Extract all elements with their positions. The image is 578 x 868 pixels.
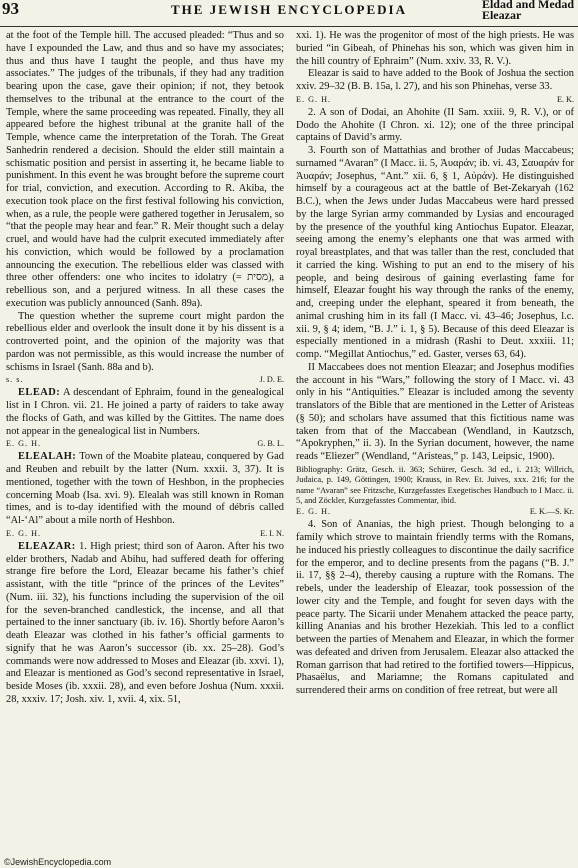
left-column xyxy=(6,30,284,854)
entry-elealah: ELEALAH: Town of the Moabite plateau, conquered by Gad and Reuben and rebuilt by the latter (Num. xxxii. 3, 37). It is mentioned, together with the town of Heshbon, in the prophecies concerning Moab (Isa. xvi. 9). Elealah was still known in Roman times, and is to-day identified with the mound of débris called “Al-‘Al” about a mile north of Heshbon. xyxy=(6,451,284,526)
paragraph: 2. A son of Dodai, an Ahohite (II Sam. xxiii. 9, R. V.), or of Dodo the Ahohite (I Chron. xi. 12); one of the three principal captains of David’s army. xyxy=(296,106,574,144)
entry-heading: ELEAD: xyxy=(18,387,61,399)
running-title: THE JEWISH ENCYCLOPEDIA xyxy=(171,2,407,17)
author-signature: E. G. H. E. I. N. xyxy=(6,528,284,538)
guide-word-top: Eldad and Medad xyxy=(481,0,574,11)
paragraph: II Maccabees does not mention Eleazar; and Josephus modifies the account in his “Wars,” following the story of I Macc. vi. 43 only in his “Antiquities.” Eleazar is included among the seventy translators of the Bible that are mentioned in the Letter of Aristeas (§ 50); and scholars have assumed that this fictitious name was taken from that of the Maccabean (Wendland, in Kautzsch, “Apokryphen,” ii. 3). In the Syrian document, however, the name reads “Eliezer” (Wendland, “Aristeas,” p. 143, Leipsic, 1900). xyxy=(296,361,574,462)
guide-words xyxy=(482,0,574,21)
right-column xyxy=(296,30,574,854)
entry-elead: ELEAD: A descendant of Ephraim, found in the genealogical list in I Chron. vii. 21. He joined a party of raiders to take away the flocks of Gath, and was killed by the Gittites. The name does not appear in the genealogical list in Numbers. xyxy=(6,387,284,437)
author-signature: E. G. H. E. K. xyxy=(296,94,574,104)
paragraph: 4. Son of Ananias, the high priest. Though belonging to a family which strove to maintain friendly terms with the Romans, he induced his priestly colleagues to discontinue the daily sacrifice for the emperor, and to decline presents from the pagans (“B. J.” ii. 17, §§ 2–4), thereby causing a rupture with the Romans. The rebels, under the leadership of Eleazar, took possession of the lower city and the Temple, and fought for seven days with the peace party. The Sicarii under Menahem attacked the peace party, killing Ananias and his brother Hezekiah. This led to a conflict between the parties of Menahem and Eleazar, in which the former was defeated and driven from Jerusalem. Eleazar also attacked the Roman garrison that had retired to the fortified towers—Hippicus, Phasaëlus, and Mariamne; the Romans capitulated and surrendered their arms on condition of free retreat, but were all xyxy=(296,519,574,697)
author-signature: s. s. J. D. E. xyxy=(6,375,284,385)
paragraph: at the foot of the Temple hill. The accused pleaded: “Thus and so have I expounded the Law, and thus and so have my associates; thus and thus have I taught the people, and thus have my associates.” The judges of the tribunals, if they had any tradition bearing upon the case, gave their opinion; if not, they betook themselves to the tribunal at the entrance to the court of the Temple, where the same proceeding was repeated. Finally, they all appeared before the highest tribunal at the granite hall of the Temple, whence came the interpretation of the Torah. The Great Sanhedrin rendered a decision. Should the elder still maintain a schismatic position and persist in asserting it, he became liable to punishment. In this event he was brought before the supreme court for trial, conviction, and execution. According to R. Akiba, the execution took place on the first festival following his conviction, when, as a rule, the people were gathered together in Jerusalem, so “that the people may hear and fear.” R. Meïr thought such a delay cruel, and would have had the culprit executed immediately after his conviction, which would be followed by a proclamation announcing the execution. The rebellious elder was classed with three other offenders: one who incites to idolatry (= מסית), a rebellious son, and a perjured witness. In all these cases the execution was publicly announced (Sanh. 89a). xyxy=(6,30,284,309)
page-header xyxy=(0,0,578,27)
paragraph: xxi. 1). He was the progenitor of most of the high priests. He was buried “in Gibeah, of Phinehas his son, which was given him in the hill country of Ephraim” (Num. xxiv. 33, R. V.). xyxy=(296,30,574,67)
paragraph: The question whether the supreme court might pardon the rebellious elder and overlook the insult done it by his dissent is a controverted point, and the opinion of the majority was that pardon was not permissible, as this would increase the number of schisms in Israel (Sanh. 88a and b). xyxy=(6,310,284,373)
entry-heading: ELEAZAR: xyxy=(18,540,76,552)
bibliography: Bibliography: Grätz, Gesch. ii. 363; Schürer, Gesch. 3d ed., i. 213; Willrich, Judaica, p. 149, Göttingen, 1900; Krauss, in Rev. Et. Juives, xxx. 216; for the name “Avaran” see Fritzsche, Kurzgefasstes Exegetisches Handbuch to I Macc. ii. 5, and Zöckler, Kurzgefasstes Commentar, ibid. xyxy=(296,464,574,505)
author-signature: E. G. H. E. K.—S. Kr. xyxy=(296,507,574,517)
paragraph: 3. Fourth son of Mattathias and brother of Judas Maccabeus; surnamed “Avaran” (I Macc. ii. 5, Ἀυαράν; ib. vi. 43, Σαυαράν for Ἀυαράν; Josephus, “Ant.” xii. 6, § 1, Αὐράν). He distinguished himself by a courageous act at the battle of Bet-Zekaryah (162 B.C.), when the Jews under Judas Maccabeus were hard pressed by the large Syrian army commanded by Lysias and encouraged by the presence of the youthful king Antiochus Eupator. Eleazar, seeing among the enemy’s elephants one that was armed with royal breastplates, and that was taller than the rest, concluded that it carried the king. Wishing to put an end to the misery of his people, and being desirous of gaining everlasting fame for himself, Eleazar fought his way through the ranks of the enemy, and, creeping under the elephant, speared it from beneath, the animal crushing him in its fall (I Macc. vi. 43–46; Josephus, l.c. xii. 9, § 4; idem, “B. J.” i. 1, § 5). Because of this deed Eleazar is especially mentioned in a midrash (Rashi to Deut. xxxiii. 11; comp. “Megillat Antiochus,” ed. Gaster, verses 63, 64). xyxy=(296,145,574,360)
page-number: 93 xyxy=(2,0,19,18)
author-signature: E. G. H. G. B. L. xyxy=(6,439,284,449)
entry-eleazar: ELEAZAR: 1. High priest; third son of Aaron. After his two elder brothers, Nadab and Abihu, had suffered death for offering strange fire before the Lord, Eleazar became his father’s chief assistant, with the title “prince of the princes of the Levites” (Num. iii. 32), his functions including the supervision of the oil for the seven-branched candlestick, the incense, and all that pertained to the inner sanctuary (ib. iv. 16). Shortly before Aaron’s death Eleazar was clothed in his father’s official garments to signify that he was Aaron’s successor (ib. xx. 25–28). God’s commands were now addressed to Moses and Eleazar (ib. xxvi. 1), and Eleazar is mentioned as God’s second representative in Israel, beside Moses (ib. xxxii. 28), and even before Joshua (Num. xxxii. 28, xxxiv. 17; Josh. xiv. 1, xvii. 4, xix. 51, xyxy=(6,540,284,705)
copyright-footer: ©JewishEncyclopedia.com xyxy=(4,857,112,867)
entry-heading: ELEALAH: xyxy=(18,451,77,463)
guide-word-bottom: Eleazar xyxy=(481,8,522,22)
paragraph: Eleazar is said to have added to the Book of Joshua the section xxiv. 29–32 (B. B. 15a, l. 27), and his son Phinehas, verse 33. xyxy=(296,68,574,92)
